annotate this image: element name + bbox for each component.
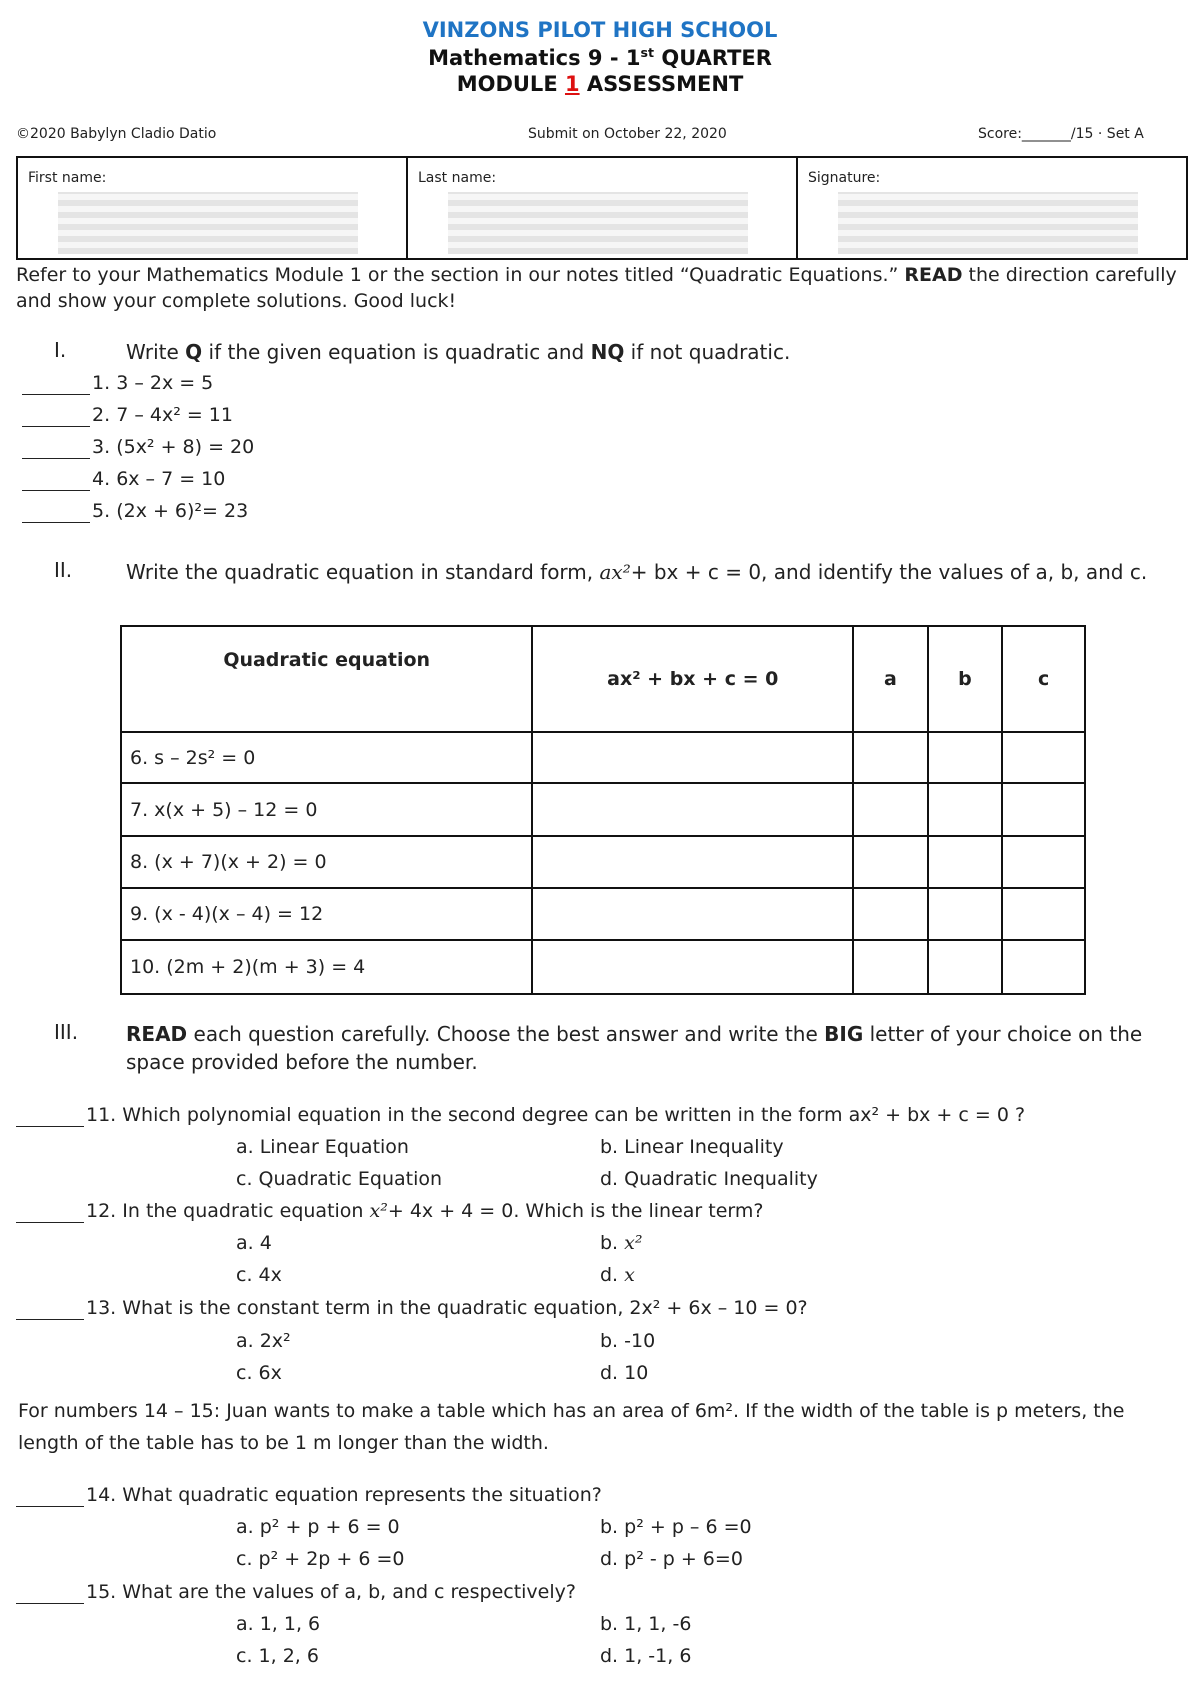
table-row xyxy=(121,732,1085,783)
p1-t2: if the given equation is quadratic and xyxy=(202,340,591,364)
item-num: 4. xyxy=(92,468,111,490)
p2-text-a: Write the quadratic equation in standard form, xyxy=(126,560,600,584)
table-row xyxy=(121,783,1085,836)
p3-t1: each question carefully. Choose the best answer and write the xyxy=(187,1022,825,1046)
answer-cell-a[interactable] xyxy=(853,783,928,836)
intro-bold: READ xyxy=(904,264,963,286)
q12-option-d xyxy=(600,1264,635,1286)
answer-cell-standard[interactable] xyxy=(532,940,853,994)
answer-cell-c[interactable] xyxy=(1002,732,1085,783)
question-text-b: + 4x + 4 = 0. Which is the linear term? xyxy=(387,1200,764,1222)
answer-blank-1[interactable] xyxy=(22,372,90,395)
question-14 xyxy=(16,1484,602,1507)
question-text: 15. What are the values of a, b, and c respectively? xyxy=(86,1581,576,1603)
subject-tail: QUARTER xyxy=(661,46,772,70)
redacted-signature xyxy=(838,192,1138,254)
p1-t3: if not quadratic. xyxy=(624,340,791,364)
answer-blank-2[interactable] xyxy=(22,404,90,427)
redacted-first-name xyxy=(58,192,358,254)
item-expr: 3 – 2x = 5 xyxy=(116,372,214,394)
question-13 xyxy=(16,1297,808,1320)
row-equation: 6. s – 2s² = 0 xyxy=(121,732,532,783)
item-expr: 7 – 4x² = 11 xyxy=(116,404,233,426)
answer-blank-5[interactable] xyxy=(22,500,90,523)
part-3-roman: III. xyxy=(54,1020,79,1044)
answer-blank-11[interactable] xyxy=(16,1104,84,1127)
module-title xyxy=(0,72,1200,96)
module-pre: MODULE xyxy=(456,72,558,96)
intro-paragraph xyxy=(16,262,1188,314)
p2-text-b: + bx + c = 0, and identify the values of a, b, and c. xyxy=(630,560,1148,584)
question-math: x² xyxy=(369,1200,388,1222)
module-number: 1 xyxy=(564,72,580,96)
redacted-last-name xyxy=(448,192,748,254)
q13-option-c: c. 6x xyxy=(236,1362,282,1384)
q12-option-a: a. 4 xyxy=(236,1232,272,1254)
p1-b1: Q xyxy=(185,340,203,364)
item-num: 1. xyxy=(92,372,111,394)
school-name: VINZONS PILOT HIGH SCHOOL xyxy=(422,18,778,42)
answer-blank-14[interactable] xyxy=(16,1484,84,1507)
table-row xyxy=(121,836,1085,888)
q15-option-b: b. 1, 1, -6 xyxy=(600,1613,692,1635)
question-text: 11. Which polynomial equation in the second degree can be written in the form ax² + bx + c = 0 ? xyxy=(86,1104,1026,1126)
row-equation: 7. x(x + 5) – 12 = 0 xyxy=(121,783,532,836)
answer-cell-c[interactable] xyxy=(1002,888,1085,940)
word-problem-note: For numbers 14 – 15: Juan wants to make a table which has an area of 6m². If the width of the table is p meters, the length of the table has to be 1 m longer than the width. xyxy=(18,1400,1125,1454)
score-line: Score:_______/15 · Set A xyxy=(978,126,1144,142)
list-item xyxy=(22,404,233,427)
q11-option-c: c. Quadratic Equation xyxy=(236,1168,443,1190)
answer-cell-c[interactable] xyxy=(1002,836,1085,888)
answer-cell-standard[interactable] xyxy=(532,836,853,888)
q14-option-a: a. p² + p + 6 = 0 xyxy=(236,1516,400,1538)
subject-title xyxy=(0,45,1200,70)
answer-cell-standard[interactable] xyxy=(532,732,853,783)
q13-option-b: b. -10 xyxy=(600,1330,656,1352)
student-info-box xyxy=(16,156,1188,260)
list-item xyxy=(22,500,248,523)
question-text: 14. What quadratic equation represents the situation? xyxy=(86,1484,602,1506)
answer-cell-standard[interactable] xyxy=(532,888,853,940)
col-header-c: c xyxy=(1002,626,1085,732)
answer-cell-b[interactable] xyxy=(928,940,1003,994)
q13-option-d: d. 10 xyxy=(600,1362,649,1384)
answer-cell-standard[interactable] xyxy=(532,783,853,836)
p3-b1: READ xyxy=(126,1022,188,1046)
p3-b2: BIG xyxy=(824,1022,864,1046)
question-11 xyxy=(16,1104,1196,1127)
module-post: ASSESSMENT xyxy=(586,72,744,96)
subject-main: Mathematics 9 - 1 xyxy=(428,46,641,70)
q14-option-b: b. p² + p – 6 =0 xyxy=(600,1516,752,1538)
opt-math: x² xyxy=(624,1232,643,1254)
question-12 xyxy=(16,1200,763,1223)
item-expr: (5x² + 8) = 20 xyxy=(116,436,255,458)
answer-blank-15[interactable] xyxy=(16,1581,84,1604)
item-num: 3. xyxy=(92,436,111,458)
intro-text-2: the direction carefully and show your complete solutions. Good luck! xyxy=(16,264,1177,312)
row-equation: 9. (x - 4)(x – 4) = 12 xyxy=(121,888,532,940)
question-text-a: 12. In the quadratic equation xyxy=(86,1200,370,1222)
p1-t1: Write xyxy=(126,340,186,364)
col-header-a: a xyxy=(853,626,928,732)
answer-cell-c[interactable] xyxy=(1002,783,1085,836)
part-3-instructions xyxy=(126,1020,1186,1076)
question-15 xyxy=(16,1581,576,1604)
table-row xyxy=(121,940,1085,994)
part-1-instructions xyxy=(126,338,1186,366)
answer-cell-a[interactable] xyxy=(853,888,928,940)
answer-cell-a[interactable] xyxy=(853,836,928,888)
q11-option-b: b. Linear Inequality xyxy=(600,1136,784,1158)
row-equation: 8. (x + 7)(x + 2) = 0 xyxy=(121,836,532,888)
p3-t2: letter of your choice on the space provided before the number. xyxy=(126,1022,1143,1074)
q12-option-c: c. 4x xyxy=(236,1264,282,1286)
signature-label: Signature: xyxy=(808,170,881,186)
item-expr: 6x – 7 = 10 xyxy=(116,468,226,490)
p2-math: ax² xyxy=(599,560,631,584)
col-header-equation: Quadratic equation xyxy=(121,626,532,732)
q11-option-d: d. Quadratic Inequality xyxy=(600,1168,818,1190)
opt-prefix: d. xyxy=(600,1264,625,1286)
q11-option-a: a. Linear Equation xyxy=(236,1136,409,1158)
intro-text-1: Refer to your Mathematics Module 1 or the section in our notes titled “Quadratic Equations.” xyxy=(16,264,905,286)
answer-cell-b[interactable] xyxy=(928,888,1003,940)
col-header-standard-form: ax² + bx + c = 0 xyxy=(532,626,853,732)
first-name-field[interactable] xyxy=(18,158,408,258)
p1-b2: NQ xyxy=(590,340,625,364)
q12-option-b xyxy=(600,1232,642,1254)
last-name-field[interactable] xyxy=(408,158,798,258)
q15-option-c: c. 1, 2, 6 xyxy=(236,1645,319,1667)
table-row xyxy=(121,888,1085,940)
col-header-b: b xyxy=(928,626,1003,732)
signature-field[interactable] xyxy=(798,158,1186,258)
q13-option-a: a. 2x² xyxy=(236,1330,291,1352)
q15-option-a: a. 1, 1, 6 xyxy=(236,1613,321,1635)
list-item xyxy=(22,436,254,459)
part-2-instructions xyxy=(126,558,1186,586)
opt-math: x xyxy=(624,1264,635,1286)
part-1-roman: I. xyxy=(54,338,67,362)
submit-date: Submit on October 22, 2020 xyxy=(528,126,727,142)
standard-form-table xyxy=(120,625,1086,995)
answer-cell-a[interactable] xyxy=(853,940,928,994)
opt-prefix: b. xyxy=(600,1232,625,1254)
answer-blank-13[interactable] xyxy=(16,1297,84,1320)
answer-cell-b[interactable] xyxy=(928,732,1003,783)
last-name-label: Last name: xyxy=(418,170,497,186)
row-equation: 10. (2m + 2)(m + 3) = 4 xyxy=(121,940,532,994)
part-2-roman: II. xyxy=(54,558,73,582)
answer-cell-b[interactable] xyxy=(928,783,1003,836)
answer-blank-3[interactable] xyxy=(22,436,90,459)
answer-cell-c[interactable] xyxy=(1002,940,1085,994)
question-text: 13. What is the constant term in the quadratic equation, 2x² + 6x – 10 = 0? xyxy=(86,1297,808,1319)
copyright: ©2020 Babylyn Cladio Datio xyxy=(16,126,217,142)
q15-option-d: d. 1, -1, 6 xyxy=(600,1645,692,1667)
answer-cell-a[interactable] xyxy=(853,732,928,783)
item-num: 2. xyxy=(92,404,111,426)
first-name-label: First name: xyxy=(28,170,107,186)
list-item xyxy=(22,468,225,491)
table-header-row xyxy=(121,626,1085,732)
list-item xyxy=(22,372,213,395)
answer-blank-12[interactable] xyxy=(16,1200,84,1223)
answer-blank-4[interactable] xyxy=(22,468,90,491)
item-num: 5. xyxy=(92,500,111,522)
item-expr: (2x + 6)²= 23 xyxy=(116,500,249,522)
answer-cell-b[interactable] xyxy=(928,836,1003,888)
q14-option-d: d. p² - p + 6=0 xyxy=(600,1548,743,1570)
subject-sup: st xyxy=(640,45,655,60)
q14-option-c: c. p² + 2p + 6 =0 xyxy=(236,1548,405,1570)
